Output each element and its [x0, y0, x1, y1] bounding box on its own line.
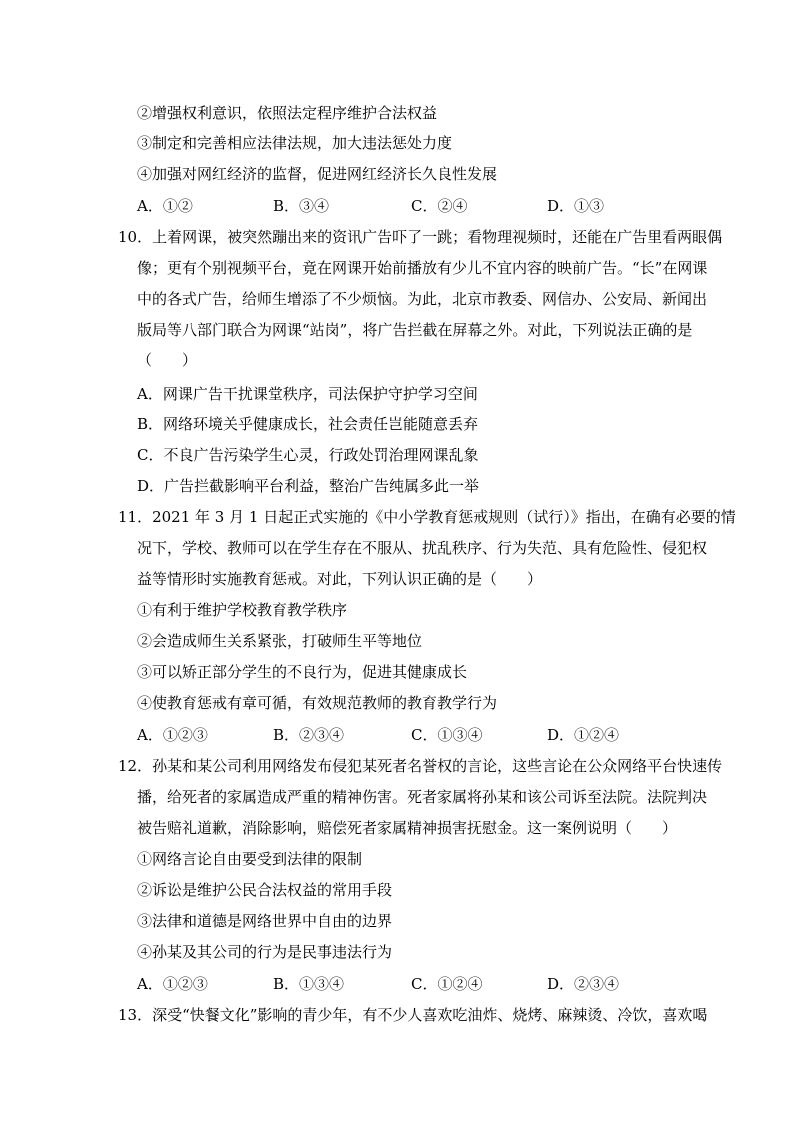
q10-stem-line-3: 中的各式广告，给师生增添了不少烦恼。为此，北京市教委、网信办、公安局、新闻出 [137, 290, 708, 308]
q9-item-4: ④加强对网红经济的监督，促进网红经济长久良性发展 [137, 165, 498, 183]
q10-stem-line-4: 版局等八部门联合为网课“站岗”，将广告拦截在屏幕之外。对此，下列说法正确的是 [137, 321, 693, 339]
q12-item-3: ③法律和道德是网络世界中自由的边界 [137, 912, 393, 930]
q9-option-a: A．①② [137, 197, 193, 215]
q10-choice-a: A．网课广告干扰课堂秩序，司法保护守护学习空间 [137, 385, 478, 403]
q11-option-d: D．①②④ [547, 726, 620, 744]
q11-item-2: ②会造成师生关系紧张，打破师生平等地位 [137, 632, 423, 650]
q9-item-3: ③制定和完善相应法律法规，加大违法惩处力度 [137, 134, 453, 152]
q12-stem-line-1: 12．孙某和某公司利用网络发布侵犯某死者名誉权的言论，这些言论在公众网络平台快速传 [118, 757, 723, 775]
q10-choice-c: C．不良广告污染学生心灵，行政处罚治理网课乱象 [137, 446, 479, 464]
q11-option-a: A．①②③ [137, 726, 208, 744]
q9-option-b: B．③④ [273, 197, 330, 215]
q9-item-2: ②增强权利意识，依照法定程序维护合法权益 [137, 104, 438, 122]
q12-option-d: D．②③④ [547, 975, 620, 993]
q11-item-3: ③可以矫正部分学生的不良行为，促进其健康成长 [137, 663, 468, 681]
q12-stem-line-2: 播，给死者的家属造成严重的精神伤害。死者家属将孙某和该公司诉至法院。法院判决 [137, 788, 708, 806]
q10-choice-d: D．广告拦截影响平台利益，整治广告纯属多此一举 [137, 477, 480, 495]
q11-option-c: C．①③④ [411, 726, 483, 744]
q12-item-1: ①网络言论自由要受到法律的限制 [137, 850, 363, 868]
q11-stem-line-3: 益等情形时实施教育惩戒。对此，下列认识正确的是（ ） [137, 570, 543, 588]
q12-item-2: ②诉讼是维护公民合法权益的常用手段 [137, 881, 393, 899]
q10-stem-line-2: 像；更有个别视频平台，竟在网课开始前播放有少儿不宜内容的映前广告。“长”在网课 [137, 259, 708, 277]
q10-answer-blank: （ ） [137, 351, 198, 369]
q12-option-a: A．①②③ [137, 975, 208, 993]
q9-option-d: D．①③ [547, 197, 605, 215]
q11-stem-line-1: 11．2021 年 3 月 1 日起正式实施的《中小学教育惩戒规则（试行）》指出，在确有必要的情 [118, 508, 736, 526]
q13-stem-line-1: 13．深受“快餐文化”影响的青少年，有不少人喜欢吃油炸、烧烤、麻辣烫、冷饮，喜欢喝 [118, 1006, 708, 1024]
q10-choice-b: B．网络环境关乎健康成长，社会责任岂能随意丢弃 [137, 415, 479, 433]
q12-option-c: C．①②④ [411, 975, 483, 993]
q11-option-b: B．②③④ [273, 726, 345, 744]
q11-item-4: ④使教育惩戒有章可循，有效规范教师的教育教学行为 [137, 694, 498, 712]
q12-option-b: B．①③④ [273, 975, 345, 993]
q11-stem-line-2: 况下，学校、教师可以在学生存在不服从、扰乱秩序、行为失范、具有危险性、侵犯权 [137, 539, 708, 557]
q11-item-1: ①有利于维护学校教育教学秩序 [137, 601, 348, 619]
q10-stem-line-1: 10．上着网课，被突然蹦出来的资讯广告吓了一跳；看物理视频时，还能在广告里看两眼偶 [118, 228, 723, 246]
q12-item-4: ④孙某及其公司的行为是民事违法行为 [137, 943, 393, 961]
q9-option-c: C．②④ [411, 197, 468, 215]
q12-stem-line-3: 被告赔礼道歉，消除影响，赔偿死者家属精神损害抚慰金。这一案例说明（ ） [137, 819, 678, 837]
